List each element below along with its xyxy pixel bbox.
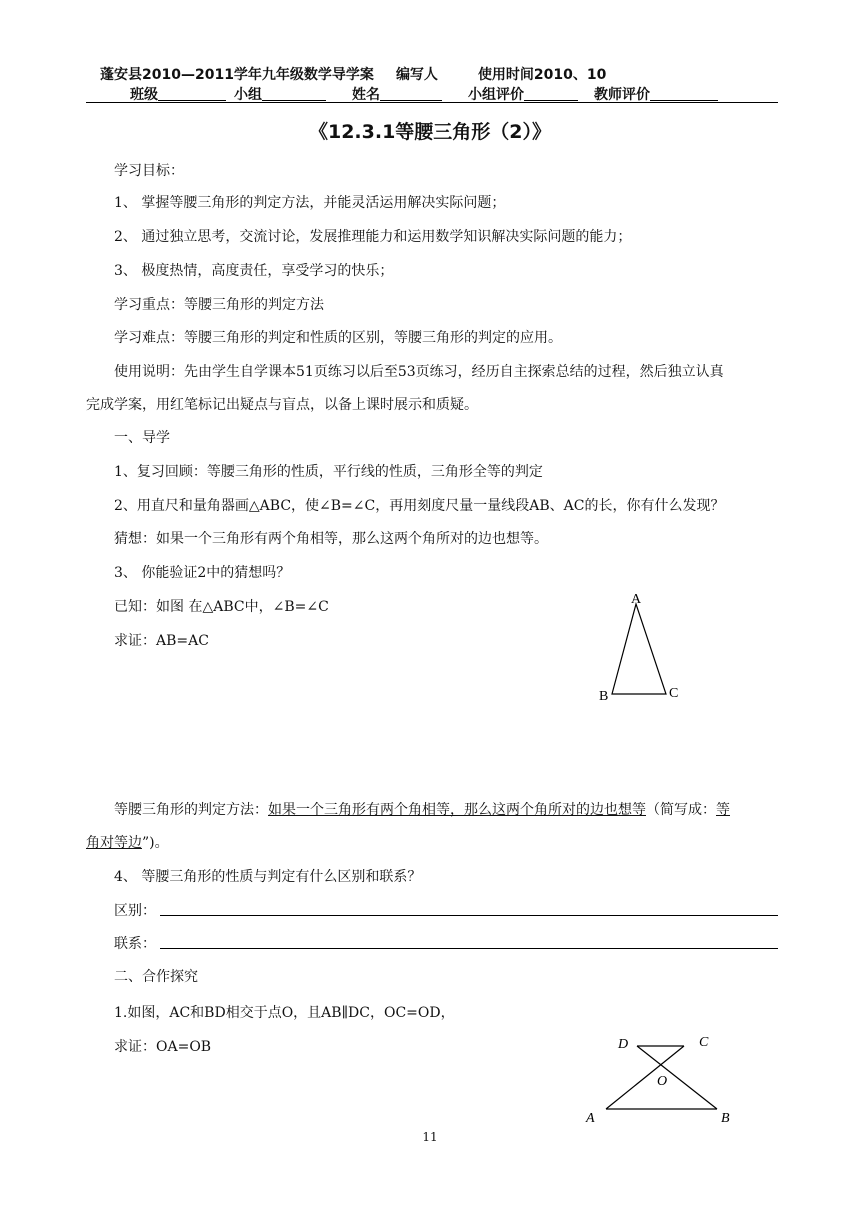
guess: 猜想：如果一个三角形有两个角相等，那么这两个角所对的边也想等。 [114, 531, 548, 547]
objective-3: 3、 极度热情，高度责任，享受学习的快乐； [114, 263, 394, 279]
section1-heading: 一、导学 [114, 430, 170, 446]
objective-1: 1、 掌握等腰三角形的判定方法，并能灵活运用解决实际问题； [114, 195, 506, 211]
method-prefix: 等腰三角形的判定方法： [114, 802, 268, 818]
coop-1: 1.如图，AC和BD相交于点O，且AB∥DC，OC=OD， [114, 1005, 455, 1021]
task-4: 4、 等腰三角形的性质与判定有什么区别和联系？ [114, 869, 422, 885]
difficulty: 学习难点：等腰三角形的判定和性质的区别，等腰三角形的判定的应用。 [114, 330, 562, 346]
method-statement: 如果一个三角形有两个角相等，那么这两个角所对的边也想等 [268, 802, 646, 818]
page-title: 《12.3.1等腰三角形（2）》 [308, 121, 552, 143]
task-2: 2、用直尺和量角器画△ABC，使∠B=∠C，再用刻度尺量一量线段AB、AC的长，你有什么发现？ [114, 498, 725, 514]
segment-ac [606, 1046, 684, 1109]
triangle-abc-shape [612, 604, 666, 694]
method-line1 [114, 799, 730, 819]
name-label: 姓名 [352, 87, 380, 103]
header-author: 编写人 [395, 67, 438, 83]
label-c2: C [699, 1035, 709, 1050]
class-label: 班级 [130, 87, 158, 103]
name-blank[interactable] [380, 86, 442, 101]
relation-answer-line[interactable] [160, 948, 778, 949]
method-suffix2: ”)。 [142, 835, 169, 851]
parallel-lines-figure [580, 1028, 740, 1128]
segment-bd [637, 1046, 717, 1109]
group-blank[interactable] [262, 86, 326, 101]
objectives-heading: 学习目标： [114, 163, 184, 179]
teacher-eval-blank[interactable] [650, 86, 718, 101]
teacher-eval-label: 教师评价 [594, 87, 650, 103]
difference-answer-line[interactable] [160, 915, 778, 916]
group-eval-label: 小组评价 [468, 87, 524, 103]
label-o: O [657, 1074, 668, 1089]
given: 已知：如图 在△ABC中，∠B=∠C [114, 599, 329, 615]
prove: 求证：AB=AC [114, 633, 209, 649]
triangle-abc-figure [590, 588, 690, 708]
header-time: 使用时间2010、10 [477, 67, 607, 83]
group-label: 小组 [234, 87, 262, 103]
section2-heading: 二、合作探究 [114, 969, 198, 985]
header-line2 [130, 84, 718, 104]
instructions-line2: 完成学案，用红笔标记出疑点与盲点，以备上课时展示和质疑。 [86, 397, 478, 413]
difference-label: 区别： [114, 903, 156, 919]
task-3: 3、 你能验证2中的猜想吗？ [114, 565, 291, 581]
class-blank[interactable] [158, 86, 226, 101]
header-line1 [100, 64, 606, 84]
label-b: B [599, 689, 609, 704]
method-line2 [86, 832, 169, 852]
label-b2: B [721, 1111, 730, 1126]
label-c: C [669, 686, 679, 701]
group-eval-blank[interactable] [524, 86, 578, 101]
label-a: A [631, 592, 642, 607]
header-rule [86, 102, 778, 103]
coop-1-prove: 求证：OA=OB [114, 1039, 212, 1055]
page-number: 11 [422, 1130, 438, 1144]
method-short-1: 等 [716, 802, 730, 818]
header-school: 蓬安县2010—2011学年九年级数学导学案 [100, 67, 374, 83]
label-a2: A [586, 1111, 595, 1126]
relation-label: 联系： [114, 936, 156, 952]
method-short-2: 角对等边 [86, 835, 142, 851]
method-suffix1: （简写成： [646, 802, 716, 818]
objective-2: 2、 通过独立思考，交流讨论，发展推理能力和运用数学知识解决实际问题的能力； [114, 229, 632, 245]
label-d: D [618, 1037, 629, 1052]
instructions-line1: 使用说明：先由学生自学课本51页练习以后至53页练习，经历自主探索总结的过程，然后独立认真 [114, 364, 724, 380]
review: 1、复习回顾：等腰三角形的性质，平行线的性质，三角形全等的判定 [114, 464, 543, 480]
key-point: 学习重点：等腰三角形的判定方法 [114, 297, 324, 313]
